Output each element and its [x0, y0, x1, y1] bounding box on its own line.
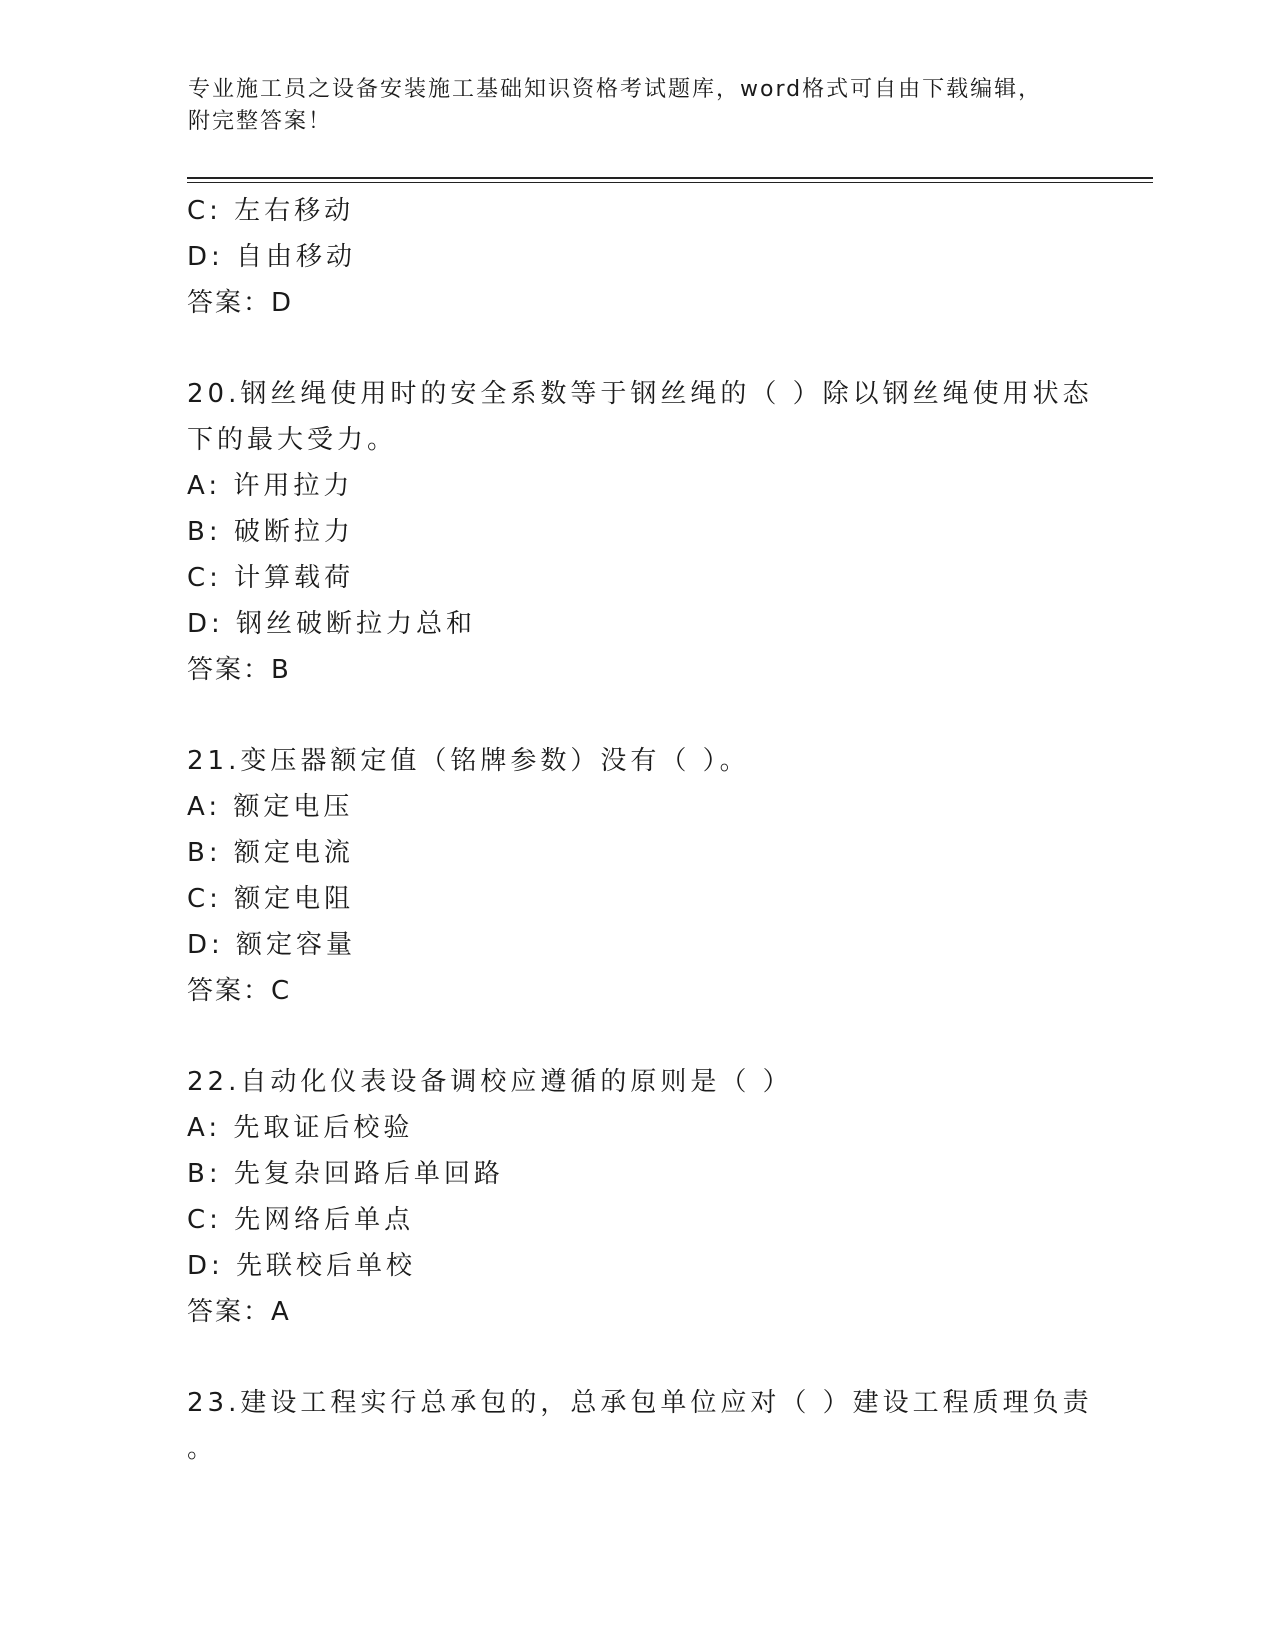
option-a: A: 额定电压: [187, 792, 354, 822]
question-21: [187, 738, 1087, 1014]
option-c: C: 先网络后单点: [187, 1205, 415, 1235]
question-text: 22.自动化仪表设备调校应遵循的原则是（ ）: [187, 1067, 793, 1097]
spacer: [187, 1014, 1087, 1059]
question-23: [187, 1380, 1093, 1472]
header-divider-thin: [187, 182, 1153, 183]
question-text: 21.变压器额定值（铭牌参数）没有（ ）。: [187, 746, 750, 776]
option-c: C: 额定电阻: [187, 884, 355, 914]
question-text-continued: 下的最大受力。: [187, 425, 398, 455]
question-20: [187, 371, 1093, 693]
spacer: [187, 326, 1087, 371]
answer-line: 答案：B: [187, 655, 291, 685]
option-c: C: 左右移动: [187, 196, 355, 226]
document-header: [188, 74, 1068, 138]
answer-line: 答案：D: [187, 288, 294, 318]
question-list: [187, 188, 1093, 1472]
option-c: C: 计算载荷: [187, 563, 355, 593]
option-b: B: 破断拉力: [187, 517, 354, 547]
option-d: D: 额定容量: [187, 930, 357, 960]
option-d: D: 先联校后单校: [187, 1251, 417, 1281]
answer-line: 答案：A: [187, 1297, 291, 1327]
option-d: D: 钢丝破断拉力总和: [187, 609, 477, 639]
header-divider-thick: [187, 177, 1153, 179]
option-a: A: 先取证后校验: [187, 1113, 414, 1143]
spacer: [187, 693, 1087, 738]
option-b: B: 额定电流: [187, 838, 354, 868]
option-b: B: 先复杂回路后单回路: [187, 1159, 504, 1189]
option-a: A: 许用拉力: [187, 471, 354, 501]
question-text: 23.建设工程实行总承包的，总承包单位应对（ ）建设工程质理负责: [187, 1388, 1093, 1418]
question-text-continued: 。: [187, 1434, 218, 1464]
spacer: [187, 1335, 1087, 1380]
question-text: 20.钢丝绳使用时的安全系数等于钢丝绳的（ ）除以钢丝绳使用状态: [187, 379, 1093, 409]
header-line-2: 附完整答案！: [188, 109, 333, 134]
header-line-1: 专业施工员之设备安装施工基础知识资格考试题库，word格式可自由下载编辑，: [188, 77, 1043, 102]
previous-question-tail: [187, 188, 1087, 326]
question-22: [187, 1059, 1087, 1335]
answer-line: 答案：C: [187, 976, 292, 1006]
option-d: D: 自由移动: [187, 242, 357, 272]
